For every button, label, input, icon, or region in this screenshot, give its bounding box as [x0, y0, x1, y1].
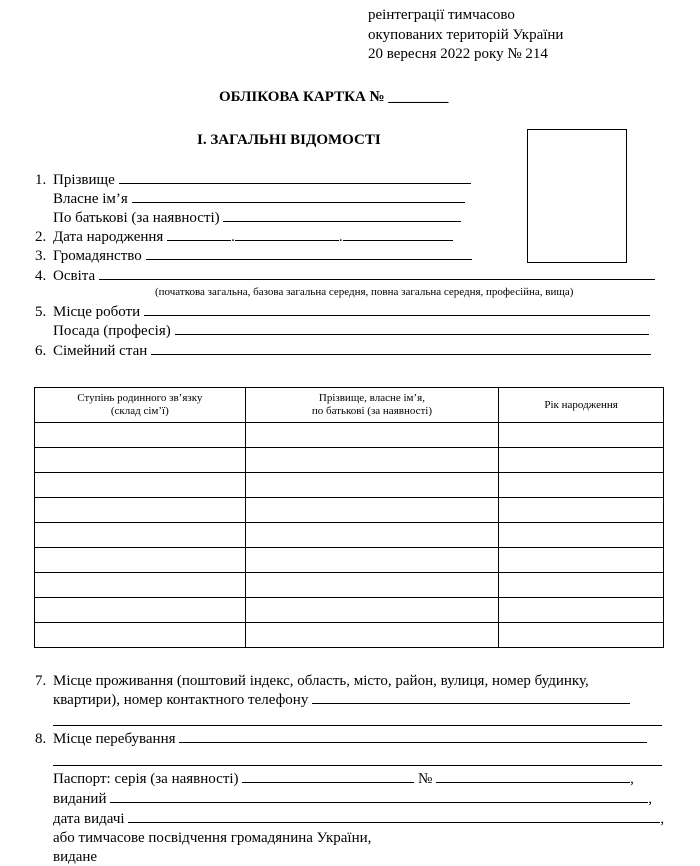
header-relation: Ступінь родинного зв’язку (склад сім’ї) [35, 388, 246, 423]
field-number: 5. [35, 304, 47, 320]
table-cell[interactable] [35, 423, 246, 448]
field-stay-place [35, 730, 647, 748]
table-row [35, 473, 664, 498]
table-cell[interactable] [245, 448, 499, 473]
field-number: 2. [35, 229, 47, 245]
position-label: Посада (професія) [53, 323, 171, 339]
table-row [35, 598, 664, 623]
passport-label: Паспорт: серія (за наявності) [53, 771, 239, 787]
patronymic-label: По батькові (за наявності) [53, 210, 220, 226]
field-number: 6. [35, 343, 47, 359]
marital-status-label: Сімейний стан [53, 343, 148, 359]
passport-number-label: № [418, 771, 433, 787]
family-table [34, 387, 664, 648]
table-cell[interactable] [245, 523, 499, 548]
workplace-line[interactable] [144, 303, 650, 316]
header-birth-year: Рік народження [499, 388, 664, 423]
comma: , [660, 811, 665, 827]
stay-place-extra-line[interactable] [53, 765, 662, 766]
field-passport [35, 770, 634, 788]
field-number: 4. [35, 268, 47, 284]
stay-place-label: Місце перебування [53, 731, 176, 747]
field-surname [35, 171, 471, 189]
header-line-3: 20 вересня 2022 року № 214 [368, 46, 548, 62]
education-line[interactable] [99, 267, 655, 280]
table-row [35, 523, 664, 548]
table-cell[interactable] [499, 423, 664, 448]
table-cell[interactable] [245, 473, 499, 498]
field-issued-by [35, 790, 652, 808]
table-row [35, 548, 664, 573]
residence-label: Місце проживання (поштовий індекс, область, місто, район, вулиця, номер будинку, [53, 673, 589, 689]
birth-month-line[interactable] [235, 228, 339, 241]
education-hint: (початкова загальна, базова загальна середня, повна загальна середня, професійна, вища) [155, 286, 574, 298]
issue-date-line[interactable] [128, 810, 660, 823]
temp-id-label: або тимчасове посвідчення громадянина України, [53, 830, 372, 846]
field-marital-status [35, 342, 651, 360]
field-number: 1. [35, 172, 47, 188]
table-row [35, 423, 664, 448]
table-cell[interactable] [499, 573, 664, 598]
field-number: 3. [35, 248, 47, 264]
patronymic-line[interactable] [223, 209, 461, 222]
field-patronymic [35, 209, 461, 227]
birth-day-line[interactable] [167, 228, 231, 241]
table-row [35, 448, 664, 473]
table-cell[interactable] [35, 473, 246, 498]
field-education [35, 267, 655, 285]
table-header-row [35, 388, 664, 423]
field-residence [35, 672, 589, 690]
table-cell[interactable] [245, 498, 499, 523]
field-citizenship [35, 247, 472, 265]
header-full-name: Прізвище, власне ім’я, по батькові (за наявності) [245, 388, 499, 423]
residence-extra-line[interactable] [53, 725, 662, 726]
date-separator: . [338, 229, 343, 245]
table-cell[interactable] [35, 623, 246, 648]
table-cell[interactable] [35, 448, 246, 473]
header-line-2: окупованих територій України [368, 27, 564, 43]
citizenship-label: Громадянство [53, 248, 142, 264]
field-residence-cont [35, 691, 630, 709]
given-name-label: Власне ім’я [53, 191, 128, 207]
passport-series-line[interactable] [242, 770, 414, 783]
table-cell[interactable] [245, 423, 499, 448]
given-name-line[interactable] [132, 190, 465, 203]
table-cell[interactable] [35, 573, 246, 598]
residence-line[interactable] [312, 691, 630, 704]
date-separator: . [231, 229, 235, 245]
table-cell[interactable] [245, 598, 499, 623]
table-cell[interactable] [245, 623, 499, 648]
table-cell[interactable] [499, 498, 664, 523]
issued-by-line[interactable] [110, 790, 648, 803]
field-temp-id [35, 829, 371, 847]
field-given-name [35, 190, 465, 208]
table-row [35, 623, 664, 648]
table-cell[interactable] [35, 598, 246, 623]
birth-date-label: Дата народження [53, 229, 164, 245]
table-cell[interactable] [499, 548, 664, 573]
table-cell[interactable] [499, 523, 664, 548]
issued-fem-label: видане [53, 849, 98, 865]
workplace-label: Місце роботи [53, 304, 141, 320]
education-label: Освіта [53, 268, 96, 284]
field-issue-date [35, 810, 664, 828]
table-cell[interactable] [499, 448, 664, 473]
table-cell[interactable] [35, 548, 246, 573]
field-position [35, 322, 649, 340]
table-cell[interactable] [245, 573, 499, 598]
citizenship-line[interactable] [146, 247, 472, 260]
position-line[interactable] [175, 322, 649, 335]
header-line-1: реінтеграції тимчасово [368, 7, 515, 23]
comma: , [630, 771, 634, 787]
surname-line[interactable] [119, 171, 471, 184]
table-cell[interactable] [245, 548, 499, 573]
stay-place-line[interactable] [179, 730, 647, 743]
field-number: 7. [35, 673, 47, 689]
photo-box [527, 129, 627, 263]
table-cell[interactable] [499, 473, 664, 498]
table-cell[interactable] [35, 498, 246, 523]
comma: , [648, 791, 652, 807]
issued-by-label: виданий [53, 791, 107, 807]
issue-date-label: дата видачі [53, 811, 125, 827]
passport-number-line[interactable] [436, 770, 630, 783]
field-number: 8. [35, 731, 47, 747]
marital-status-line[interactable] [151, 342, 651, 355]
field-birth-date [35, 228, 453, 246]
section-title: І. ЗАГАЛЬНІ ВІДОМОСТІ [197, 132, 381, 148]
table-cell[interactable] [499, 598, 664, 623]
field-issued-fem [35, 848, 97, 866]
table-row [35, 498, 664, 523]
table-row [35, 573, 664, 598]
surname-label: Прізвище [53, 172, 115, 188]
table-cell[interactable] [35, 523, 246, 548]
table-cell[interactable] [499, 623, 664, 648]
card-title: ОБЛІКОВА КАРТКА № ________ [219, 89, 449, 105]
birth-year-line[interactable] [343, 228, 453, 241]
residence-label-cont: квартири), номер контактного телефону [53, 692, 309, 708]
field-workplace [35, 303, 650, 321]
